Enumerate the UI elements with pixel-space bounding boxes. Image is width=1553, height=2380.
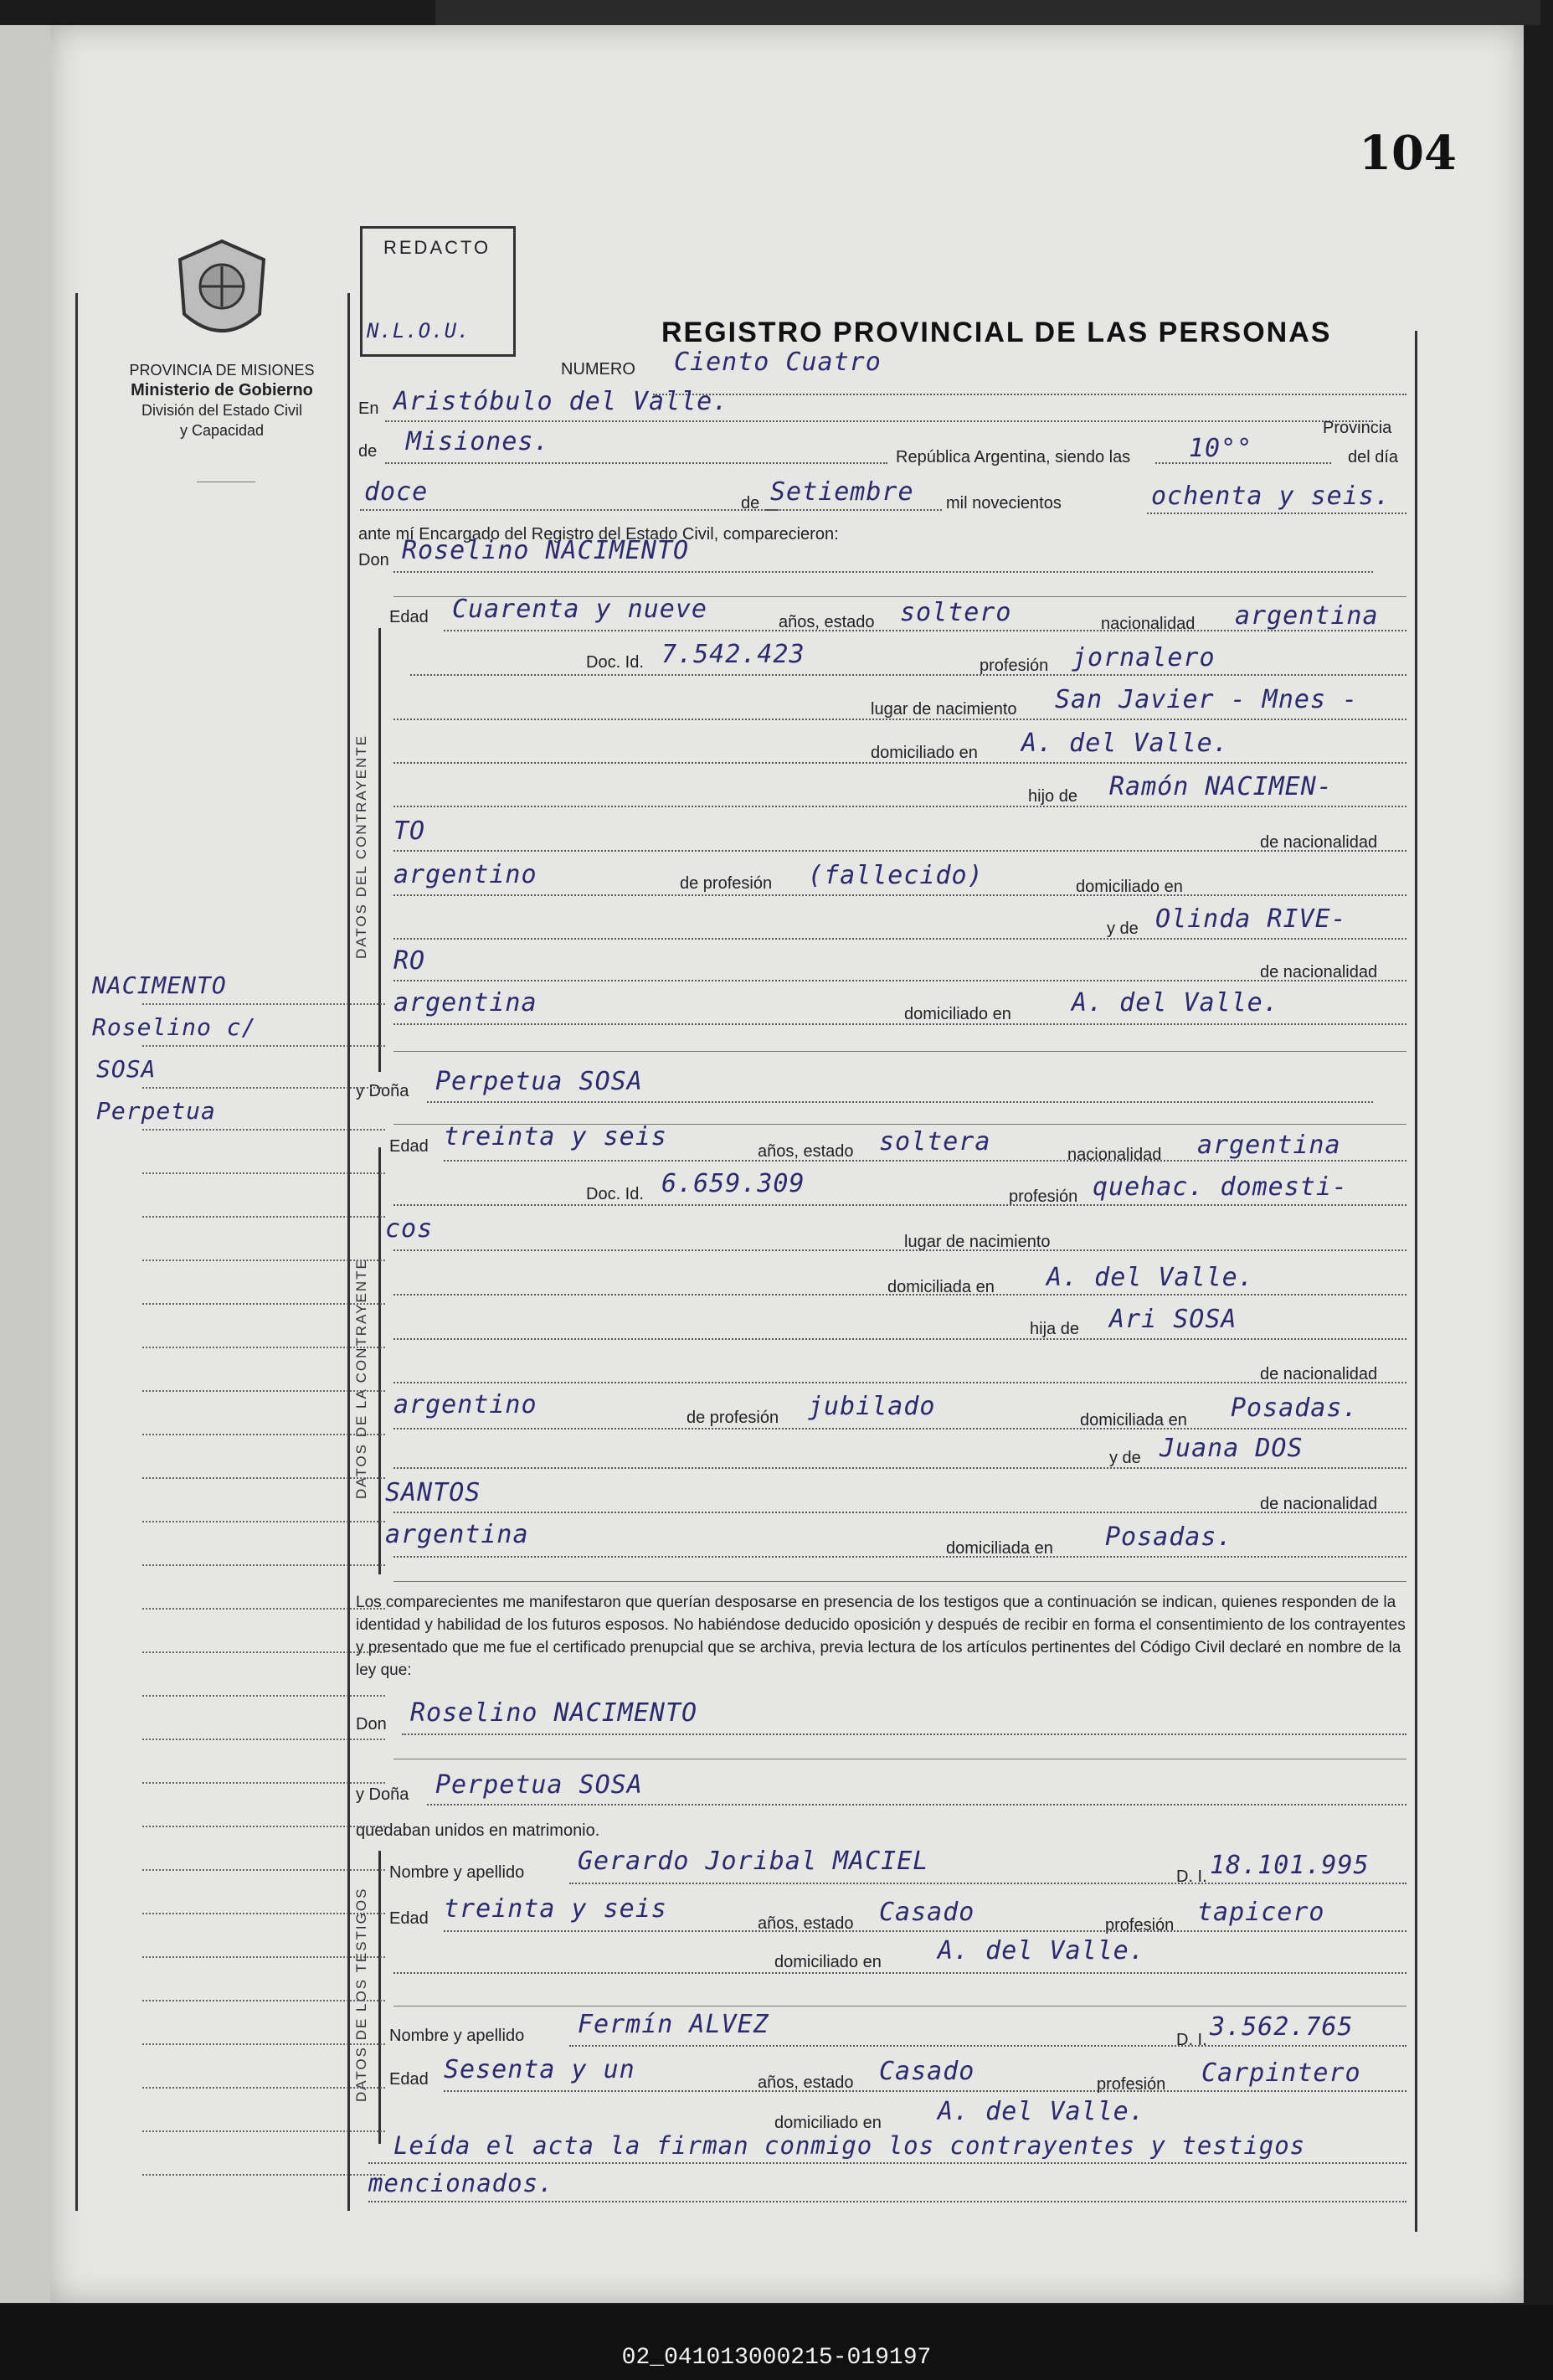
day-value: doce <box>364 477 429 507</box>
bride-mother-dom-label: domiciliada en <box>946 1539 1053 1558</box>
groom-mother-dom-label: domiciliado en <box>904 1005 1011 1023</box>
groom-age: Cuarenta y nueve <box>452 595 707 624</box>
bride-father-profession: jubilado <box>808 1392 936 1421</box>
document-title: REGISTRO PROVINCIAL DE LAS PERSONAS <box>661 317 1332 348</box>
margin-rule <box>142 1129 385 1131</box>
margin-rule <box>142 1869 385 1871</box>
w2-dom-label: domiciliado en <box>774 2114 882 2132</box>
ministry-capacity: y Capacidad <box>179 422 265 439</box>
w1-age: treinta y seis <box>444 1894 667 1924</box>
don2-label: Don <box>356 1715 387 1733</box>
bride-lugar-label: lugar de nacimiento <box>904 1233 1051 1251</box>
margin-rule <box>142 1434 385 1435</box>
year-line <box>1147 513 1406 514</box>
ministry-division: División del Estado Civil <box>141 402 303 419</box>
margin-rule <box>142 1782 385 1784</box>
groom-mother-nationality: argentina <box>393 988 537 1017</box>
bride-father-dom-label: domiciliada en <box>1080 1411 1187 1430</box>
w1-profession: tapicero <box>1197 1898 1325 1927</box>
quedaban-label: quedaban unidos en matrimonio. <box>356 1821 600 1840</box>
margin-rule <box>142 1608 385 1610</box>
witness-section-label: DATOS DE LOS TESTIGOS <box>353 1887 369 2102</box>
w2-name-label: Nombre y apellido <box>389 2027 525 2045</box>
bride-mother-nationality: argentina <box>385 1520 529 1549</box>
bride-row5-line <box>393 1338 1406 1340</box>
groom-row5-line <box>393 806 1406 807</box>
bride-section-label: DATOS DE LA CONTRAYENTE <box>353 1258 369 1499</box>
closing-line-2: mencionados. <box>368 2169 554 2197</box>
bride-mother: Juana DOS <box>1160 1434 1304 1463</box>
de-label: de <box>358 442 378 461</box>
w1-name: Gerardo Joribal MACIEL <box>578 1847 929 1876</box>
margin-note-name: Roselino c/ <box>92 1013 257 1041</box>
bride-mother-label: y de <box>1109 1449 1141 1467</box>
don-label: Don <box>358 551 389 569</box>
bride-father-nac-label: de nacionalidad <box>1260 1365 1378 1383</box>
margin-rule <box>142 1216 385 1218</box>
hour-value: 10°° <box>1189 434 1253 463</box>
margin-rule <box>142 1087 385 1089</box>
bride-row9-line <box>393 1512 1406 1513</box>
margin-rule <box>142 2000 385 2001</box>
bride-row10-line <box>393 1556 1406 1558</box>
w2-prof-label: profesión <box>1097 2075 1166 2094</box>
groom-row9-line <box>393 980 1406 981</box>
bride-row1-line <box>444 1160 1406 1162</box>
groom-mother-domicile: A. del Valle. <box>1072 988 1279 1017</box>
w2-estado-label: años, estado <box>758 2073 854 2092</box>
w1-row3-line <box>393 1972 1406 1974</box>
de-mes-label: de <box>741 494 760 513</box>
margin-rule <box>142 1564 385 1566</box>
del-dia-label: del día <box>1348 448 1399 466</box>
bride-section-rule <box>393 1581 1406 1582</box>
margin-rule <box>142 1913 385 1914</box>
groom-nac-label: nacionalidad <box>1101 615 1196 633</box>
bride-row7-line <box>393 1428 1406 1430</box>
margin-rule <box>142 1826 385 1827</box>
groom-name-line <box>393 571 1373 573</box>
margin-rule <box>142 2043 385 2045</box>
binding-edge <box>435 0 1540 25</box>
w2-di-label: D. I. <box>1176 2031 1207 2049</box>
groom-domicile: A. del Valle. <box>1021 729 1229 758</box>
groom-row6-line <box>393 850 1406 852</box>
bride-mother-domicile: Posadas. <box>1105 1522 1233 1552</box>
bride-row4-line <box>393 1294 1406 1296</box>
groom-hijo-label: hijo de <box>1028 787 1077 806</box>
margin-rule <box>142 1172 385 1174</box>
bride-row6-line <box>393 1382 1406 1383</box>
closing-line-2-rule <box>368 2201 1406 2202</box>
margin-rule <box>142 1956 385 1958</box>
redacto-label: REDACTO <box>383 237 491 258</box>
bride-mother-cont: SANTOS <box>385 1478 481 1507</box>
locality-value: Aristóbulo del Valle. <box>393 387 729 416</box>
margin-rule <box>142 1260 385 1261</box>
margin-rule <box>142 1651 385 1653</box>
don2-line <box>402 1733 1406 1735</box>
numero-value: Ciento Cuatro <box>674 348 882 377</box>
dona2-label: y Doña <box>356 1785 409 1804</box>
w1-prof-label: profesión <box>1105 1916 1175 1934</box>
margin-rule <box>142 2087 385 2089</box>
bride-doc: 6.659.309 <box>661 1169 805 1198</box>
bride-father-prof-label: de profesión <box>687 1409 779 1427</box>
ministry-province: PROVINCIA DE MISIONES <box>129 362 315 379</box>
margin-rule <box>142 1303 385 1305</box>
bride-name-line <box>427 1101 1373 1103</box>
margin-rule <box>142 1003 385 1005</box>
closing-line-1: Leída el acta la firman conmigo los contrayentes y testigos <box>393 2131 1306 2160</box>
groom-father-prof-label: de profesión <box>680 874 773 893</box>
groom-row10-line <box>393 1023 1406 1025</box>
ministry-name: Ministerio de Gobierno <box>131 381 313 399</box>
groom-lugar-label: lugar de nacimiento <box>871 700 1017 719</box>
groom-birthplace: San Javier - Mnes - <box>1055 685 1359 714</box>
groom-row3-line <box>393 719 1406 720</box>
bride-father-nationality: argentino <box>393 1390 537 1419</box>
redacto-initials: N.L.O.U. <box>367 319 471 343</box>
mid-frame-line <box>347 293 350 2211</box>
bride-status: soltera <box>879 1127 991 1157</box>
groom-doc-label: Doc. Id. <box>586 653 644 672</box>
margin-rule <box>142 1695 385 1697</box>
groom-father-dom-label: domiciliado en <box>1076 878 1183 896</box>
groom-row4-line <box>393 762 1406 764</box>
groom-father-profession: (fallecido) <box>808 861 984 890</box>
w1-estado-label: años, estado <box>758 1914 854 1933</box>
closing-line-1-rule <box>368 2162 1406 2164</box>
groom-name: Roselino NACIMENTO <box>402 536 690 565</box>
bride-edad-label: Edad <box>389 1137 429 1156</box>
margin-rule <box>142 2130 385 2132</box>
w1-dom-label: domiciliado en <box>774 1953 882 1971</box>
groom-father-nationality: argentino <box>393 860 537 889</box>
groom-name-2: Roselino NACIMENTO <box>410 1698 698 1728</box>
hour-line <box>1155 462 1331 464</box>
bride-row8-line <box>393 1467 1406 1469</box>
groom-mother: Olinda RIVE- <box>1155 904 1347 934</box>
bride-row3-line <box>393 1249 1406 1251</box>
bride-profession: quehac. domesti- <box>1093 1172 1348 1202</box>
groom-father-cont: TO <box>393 817 426 846</box>
margin-rule <box>142 1045 385 1047</box>
province-line <box>385 462 887 464</box>
groom-row8-line <box>393 938 1406 940</box>
bride-label: y Doña <box>356 1082 409 1100</box>
year-value: ochenta y seis. <box>1151 482 1391 511</box>
groom-block-line <box>378 628 381 1072</box>
bride-name: Perpetua SOSA <box>435 1067 643 1096</box>
bride-father: Ari SOSA <box>1109 1305 1237 1334</box>
left-frame-line <box>75 293 78 2211</box>
bride-domicile: A. del Valle. <box>1046 1263 1254 1292</box>
w1-row2-line <box>444 1930 1406 1932</box>
bride-hija-label: hija de <box>1030 1320 1079 1338</box>
register-page <box>50 25 1524 2303</box>
en-label: En <box>358 399 379 418</box>
bride-father-domicile: Posadas. <box>1231 1393 1359 1423</box>
mil-label: mil novecientos <box>946 494 1062 513</box>
w2-edad-label: Edad <box>389 2070 429 2089</box>
groom-mother-nac-label: de nacionalidad <box>1260 963 1378 981</box>
margin-rule <box>142 1739 385 1740</box>
margin-rule <box>142 2174 385 2176</box>
groom-estado-label: años, estado <box>779 613 875 631</box>
coat-of-arms-icon <box>167 234 276 352</box>
groom-edad-label: Edad <box>389 608 429 626</box>
w2-name: Fermín ALVEZ <box>578 2010 769 2039</box>
groom-status: soltero <box>900 598 1012 627</box>
groom-nationality: argentina <box>1235 601 1379 631</box>
w2-row1-line <box>569 2045 1406 2047</box>
redacto-stamp <box>360 226 516 357</box>
groom-row1-line <box>444 630 1406 631</box>
groom-mother-cont: RO <box>393 946 426 976</box>
numero-label: NUMERO <box>561 360 635 379</box>
margin-rule <box>142 1390 385 1392</box>
page-number: 104 <box>1359 126 1457 181</box>
margin-note-name2: Perpetua <box>96 1097 216 1125</box>
right-frame-line <box>1415 331 1417 2232</box>
groom-dom-label: domiciliado en <box>871 744 978 762</box>
province-value: Misiones. <box>406 427 550 456</box>
ante-label: ante mí Encargado del Registro del Estado Civil, comparecieron: <box>358 525 839 543</box>
w1-edad-label: Edad <box>389 1909 429 1928</box>
w1-status: Casado <box>879 1898 975 1927</box>
margin-rule <box>142 1477 385 1479</box>
bride-nac-label: nacionalidad <box>1067 1146 1162 1164</box>
ministry-block <box>84 360 360 440</box>
w2-profession: Carpintero <box>1201 2058 1361 2088</box>
groom-section-rule <box>393 1051 1406 1052</box>
bride-mother-nac-label: de nacionalidad <box>1260 1495 1378 1513</box>
republica-label: República Argentina, siendo las <box>896 448 1131 466</box>
bride-profession-cont: cos <box>385 1214 434 1244</box>
groom-doc: 7.542.423 <box>661 640 805 669</box>
locality-line <box>385 420 1373 422</box>
groom-prof-label: profesión <box>980 657 1049 675</box>
w1-row1-line <box>569 1883 1406 1884</box>
w1-rule <box>393 2006 1406 2007</box>
bride-nationality: argentina <box>1197 1131 1341 1160</box>
w1-di-label: D. I. <box>1176 1867 1207 1886</box>
bride-dom-label: domiciliada en <box>887 1278 995 1296</box>
bride-block-line <box>378 1147 381 1574</box>
numero-line <box>653 394 1406 395</box>
w1-domicile: A. del Valle. <box>938 1936 1145 1965</box>
margin-note-surname: NACIMENTO <box>92 971 227 999</box>
w1-di: 18.101.995 <box>1210 1851 1370 1880</box>
groom-father: Ramón NACIMEN- <box>1109 772 1333 801</box>
previous-page-edge <box>0 25 50 2303</box>
groom-mother-label: y de <box>1107 920 1139 938</box>
groom-profession: jornalero <box>1072 643 1216 672</box>
scan-caption: 02_041013000215-019197 <box>621 2345 932 2371</box>
month-value: Setiembre <box>770 477 914 507</box>
w1-name-label: Nombre y apellido <box>389 1863 525 1882</box>
margin-rule <box>142 1347 385 1348</box>
provincia-label: Provincia <box>1323 419 1392 437</box>
day-line <box>360 509 779 511</box>
bride-name-2: Perpetua SOSA <box>435 1770 643 1800</box>
bride-row2-line <box>393 1204 1406 1206</box>
groom-section-label: DATOS DEL CONTRAYENTE <box>353 734 369 959</box>
declaration-text: Los comparecientes me manifestaron que querían desposarse en presencia de los testigos que a continuación se indican, quienes responden de la identidad y habilidad de los futuros esposos. No habiéndose deducido oposición y después de recibir en forma el consentimiento de los contrayentes y presentado que me fue el certificado prenupcial que se archiva, previa lectura de los artículos pertinentes del Código Civil declaré en nombre de la ley que: <box>356 1594 1406 1679</box>
bride-doc-label: Doc. Id. <box>586 1185 644 1203</box>
margin-rule <box>142 1521 385 1522</box>
month-line <box>766 509 942 511</box>
witness-block-line <box>378 1851 381 2144</box>
w2-status: Casado <box>879 2057 975 2086</box>
w2-domicile: A. del Valle. <box>938 2097 1145 2126</box>
w2-row2-line <box>444 2090 1406 2092</box>
groom-father-nac-label: de nacionalidad <box>1260 833 1378 852</box>
dona2-line <box>427 1804 1406 1806</box>
bride-estado-label: años, estado <box>758 1142 854 1161</box>
w2-age: Sesenta y un <box>444 2055 635 2084</box>
bride-age: treinta y seis <box>444 1122 667 1151</box>
margin-note-surname2: SOSA <box>96 1055 157 1083</box>
w2-di: 3.562.765 <box>1210 2012 1354 2042</box>
bride-prof-label: profesión <box>1009 1187 1078 1206</box>
groom-row7-line <box>393 894 1406 896</box>
groom-row2-line <box>410 674 1406 676</box>
